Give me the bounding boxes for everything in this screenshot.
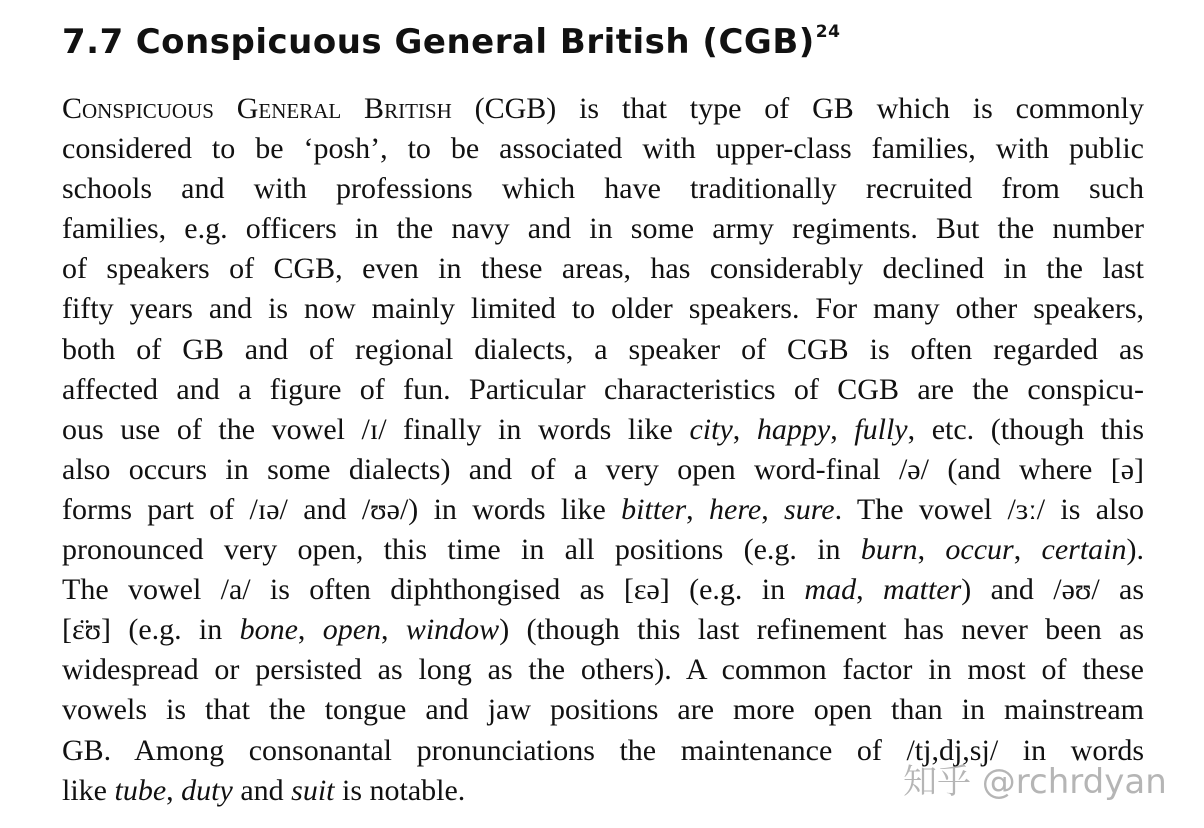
paragraph-line	[62, 530, 1144, 570]
text-run: ).	[1126, 533, 1145, 567]
watermark: 知乎 @rchrdyan	[903, 762, 1167, 802]
paragraph-line	[62, 610, 1144, 650]
text-run: ,	[732, 412, 757, 446]
text-run: ,	[166, 773, 182, 807]
italic-example-word: burn	[860, 533, 918, 567]
text-run: [ɛ̈ʊ] (e.g. in	[62, 613, 240, 647]
text-run: The vowel /a/ is often diphthongised as [ɛə] (e.g. in	[62, 573, 805, 607]
paragraph-line	[62, 330, 1144, 370]
text-run: GB. Among consonantal pronunciations the maintenance of /tj,dj,sj/ in words	[62, 733, 1144, 767]
section-heading	[62, 22, 840, 62]
body-paragraph	[62, 89, 1144, 811]
italic-example-word: tube	[114, 773, 167, 807]
italic-example-word: fully	[854, 412, 908, 446]
text-run: ,	[856, 573, 883, 607]
italic-example-word: suit	[291, 773, 335, 807]
text-run: like	[62, 773, 115, 807]
paragraph-line	[62, 490, 1144, 530]
paragraph-line	[62, 570, 1144, 610]
italic-example-word: occur	[945, 533, 1014, 567]
section-title: Conspicuous General British (CGB)	[135, 22, 815, 62]
paragraph-line	[62, 370, 1144, 410]
text-run: ous use of the vowel /ɪ/ finally in words like	[62, 412, 690, 446]
italic-example-word: sure	[784, 492, 835, 526]
paragraph-line	[62, 249, 1144, 289]
text-run: forms part of /ɪə/ and /ʊə/) in words like	[62, 492, 622, 526]
text-run: , etc. (though this	[907, 412, 1145, 446]
text-run: is notable.	[334, 773, 466, 807]
italic-example-word: happy	[756, 412, 831, 446]
italic-example-word: open	[322, 613, 382, 647]
text-run: ,	[297, 613, 323, 647]
text-run: affected and a figure of fun. Particular characteristics of CGB are the conspicu-	[62, 372, 1144, 406]
text-run: fifty years and is now mainly limited to older speakers. For many other speakers,	[62, 292, 1144, 326]
text-run: ,	[761, 492, 785, 526]
italic-example-word: window	[405, 613, 500, 647]
paragraph-line	[62, 209, 1144, 249]
text-run: ,	[917, 533, 946, 567]
section-number: 7.7	[62, 22, 124, 62]
paragraph-line	[62, 169, 1144, 209]
text-run: . The vowel /ɜː/ is also	[834, 492, 1145, 526]
paragraph-line	[62, 89, 1144, 129]
italic-example-word: mad	[804, 573, 857, 607]
italic-example-word: city	[689, 412, 733, 446]
paragraph-line	[62, 690, 1144, 730]
text-run: ,	[830, 412, 855, 446]
text-run: ) (though this last refinement has never been as	[499, 613, 1145, 647]
text-run: vowels is that the tongue and jaw positions are more open than in mainstream	[62, 693, 1144, 727]
text-run: ,	[1013, 533, 1042, 567]
text-run: both of GB and of regional dialects, a speaker of CGB is often regarded as	[62, 332, 1144, 366]
text-run: (CGB) is that type of GB which is commonly	[451, 92, 1144, 125]
text-run: considered to be ‘posh’, to be associated with upper-class families, with public	[62, 132, 1144, 166]
text-run: ) and /əʊ/ as	[961, 573, 1145, 607]
paragraph-line	[62, 129, 1144, 169]
paragraph-line	[62, 650, 1144, 690]
text-run: pronounced very open, this time in all positions (e.g. in	[62, 533, 861, 567]
text-run: ,	[686, 492, 709, 526]
paragraph-line	[62, 410, 1144, 450]
text-run: also occurs in some dialects) and of a very open word-final /ə/ (and where [ə]	[62, 452, 1144, 486]
text-run: of speakers of CGB, even in these areas, has considerably declined in the last	[62, 252, 1144, 286]
text-run: widespread or persisted as long as the others). A common factor in most of these	[62, 653, 1144, 687]
small-caps-term: Conspicuous General British	[62, 92, 452, 125]
italic-example-word: here	[709, 492, 762, 526]
text-run: and	[232, 773, 292, 807]
italic-example-word: duty	[181, 773, 233, 807]
italic-example-word: matter	[882, 573, 962, 607]
italic-example-word: bone	[239, 613, 298, 647]
text-run: ,	[381, 613, 406, 647]
italic-example-word: certain	[1041, 533, 1127, 567]
text-run: families, e.g. officers in the navy and in some army regiments. But the number	[62, 212, 1144, 246]
paragraph-line	[62, 450, 1144, 490]
text-run: schools and with professions which have traditionally recruited from such	[62, 172, 1144, 206]
footnote-marker: 24	[815, 22, 841, 42]
paragraph-line	[62, 289, 1144, 329]
italic-example-word: bitter	[621, 492, 687, 526]
